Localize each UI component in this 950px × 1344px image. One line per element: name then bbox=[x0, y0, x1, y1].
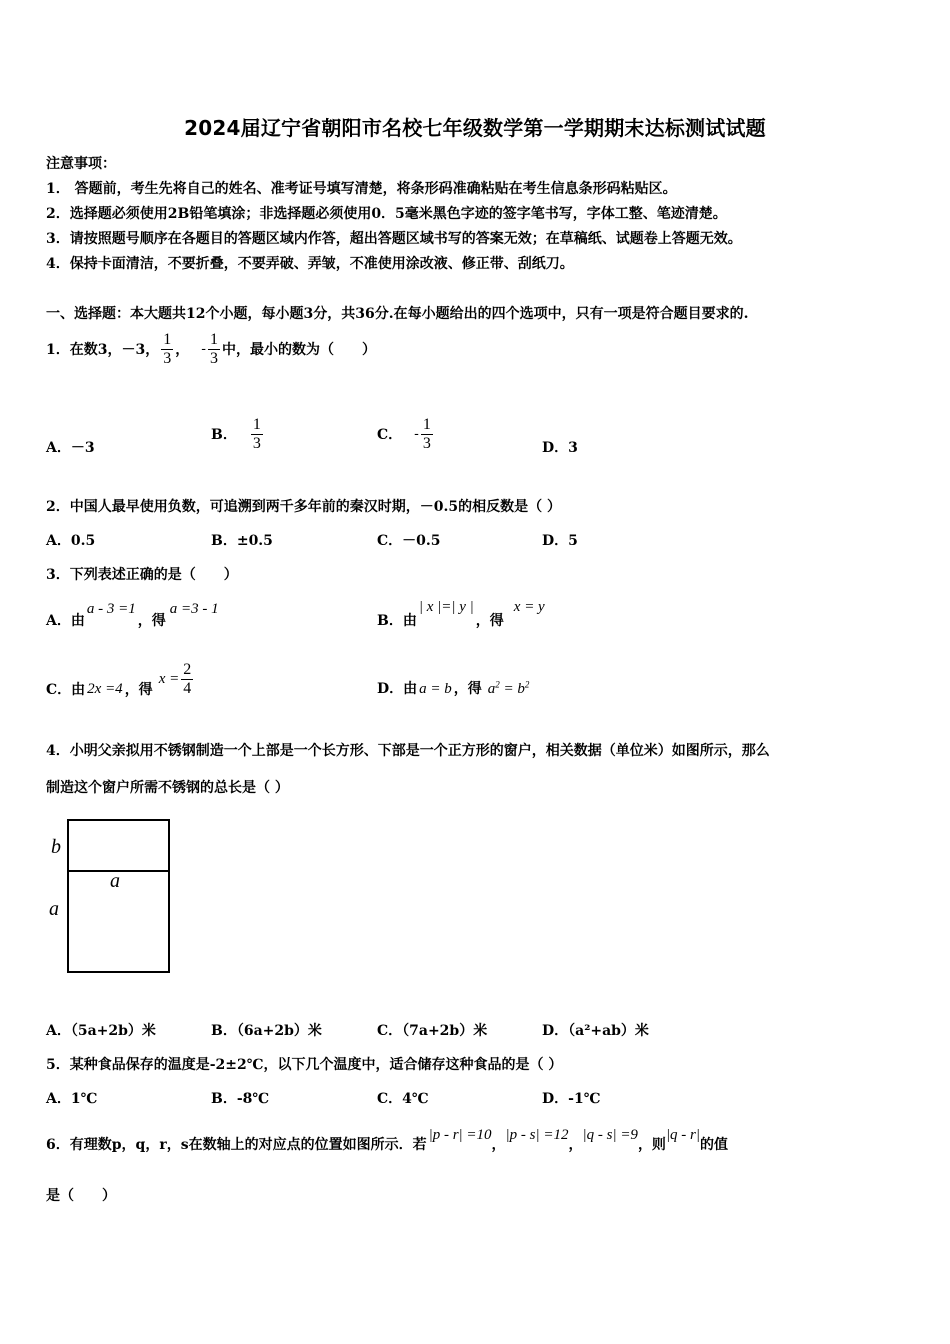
question-6-line2: 是（ ） bbox=[46, 1188, 116, 1204]
q2-option-c: C．－0.5 bbox=[377, 533, 441, 549]
q3-c-math1: 2x =4 bbox=[87, 680, 123, 697]
q3-a-math1: a - 3 =1 bbox=[86, 601, 136, 617]
q1-option-b-fraction bbox=[251, 416, 263, 453]
q6-then: ，则 bbox=[637, 1137, 666, 1153]
question-6-line1 bbox=[46, 1124, 728, 1152]
q3-d-math2b: = b bbox=[499, 681, 525, 697]
q1-suffix: 中，最小的数为（ ） bbox=[221, 342, 376, 358]
q3-b-prefix: B．由 bbox=[377, 613, 417, 629]
q1-b-num: 1 bbox=[252, 415, 261, 433]
figure-label-a-left: a bbox=[49, 898, 59, 920]
q1-frac-den: 3 bbox=[163, 349, 172, 367]
q4-option-a: A．（5a+2b）米 bbox=[46, 1023, 156, 1039]
q1-frac2-num: 1 bbox=[209, 330, 218, 348]
q3-option-a bbox=[46, 596, 219, 629]
q3-a-math2: a =3 - 1 bbox=[169, 601, 219, 617]
q1-b-den: 3 bbox=[252, 434, 261, 452]
q1-option-c-label: C． bbox=[377, 427, 403, 443]
q3-d-sup2: 2 bbox=[524, 679, 530, 690]
q1-fraction-one-third bbox=[161, 331, 173, 368]
q5-option-a: A．1℃ bbox=[46, 1091, 98, 1107]
q3-c-num: 2 bbox=[183, 660, 192, 678]
q3-c-lhs: x = bbox=[158, 670, 180, 687]
question-4-line1: 4．小明父亲拟用不锈钢制造一个上部是一个长方形、下部是一个正方形的窗户，相关数据（单位米）如图所示，那么 bbox=[46, 743, 770, 759]
q1-option-b bbox=[211, 411, 263, 457]
q3-d-prefix: D．由 bbox=[377, 681, 418, 697]
q4-option-d: D．（a²+ab）米 bbox=[542, 1023, 649, 1039]
figure-label-a-top: a bbox=[110, 870, 120, 892]
q1-separator: ， bbox=[175, 342, 190, 358]
q6-comma-2: ， bbox=[568, 1137, 583, 1153]
q3-c-fraction bbox=[181, 661, 193, 698]
q1-option-a: A．－3 bbox=[46, 440, 95, 456]
question-1-stem bbox=[46, 326, 376, 372]
page-title: 2024届辽宁省朝阳市名校七年级数学第一学期期末达标测试试题 bbox=[184, 116, 766, 140]
q3-option-b bbox=[377, 596, 545, 629]
q2-option-d: D．5 bbox=[542, 533, 578, 549]
q1-fraction-neg-one-third bbox=[208, 331, 220, 368]
q4-option-b: B．（6a+2b）米 bbox=[211, 1023, 322, 1039]
q3-c-den: 4 bbox=[183, 679, 192, 697]
question-3-stem: 3．下列表述正确的是（ ） bbox=[46, 567, 238, 583]
q1-prefix: 1．在数3，－3， bbox=[46, 342, 160, 358]
q2-option-a: A．0.5 bbox=[46, 533, 96, 549]
q6-expr-q-s: |q - s| =9 bbox=[582, 1127, 638, 1143]
notes-heading: 注意事项： bbox=[46, 156, 116, 172]
q1-frac2-den: 3 bbox=[209, 349, 218, 367]
q1-option-b-label: B． bbox=[211, 427, 237, 443]
q3-b-math2: x = y bbox=[513, 599, 545, 615]
q1-option-c bbox=[377, 411, 433, 457]
q1-option-c-neg: - bbox=[414, 426, 419, 442]
note-item-2: 2．选择题必须使用2B铅笔填涂；非选择题必须使用0．5毫米黑色字迹的签字笔书写，字体工整、笔迹清楚。 bbox=[46, 206, 727, 222]
q3-c-mid: ，得 bbox=[124, 682, 153, 698]
q5-option-b: B．-8℃ bbox=[211, 1091, 270, 1107]
figure-label-b: b bbox=[51, 836, 61, 858]
q3-b-mid: ，得 bbox=[475, 613, 504, 629]
q1-c-den: 3 bbox=[422, 434, 431, 452]
q6-expr-q-r: |q - r| bbox=[665, 1127, 701, 1143]
q3-option-c bbox=[46, 656, 193, 702]
q6-tail: 的值 bbox=[700, 1137, 729, 1153]
q3-d-mid: ，得 bbox=[453, 681, 482, 697]
q3-d-math2a: a bbox=[487, 681, 496, 697]
window-top-rectangle bbox=[67, 819, 170, 872]
q3-a-prefix: A．由 bbox=[46, 613, 85, 629]
q1-option-c-fraction bbox=[421, 416, 433, 453]
q5-option-d: D．-1℃ bbox=[542, 1091, 601, 1107]
q3-a-mid: ，得 bbox=[137, 613, 166, 629]
q1-c-num: 1 bbox=[422, 415, 431, 433]
note-item-1: 1． 答题前，考生先将自己的姓名、准考证号填写清楚，将条形码准确粘贴在考生信息条形码粘贴区。 bbox=[46, 181, 677, 197]
section-heading: 一、选择题：本大题共12个小题，每小题3分，共36分.在每小题给出的四个选项中，只有一项是符合题目要求的. bbox=[46, 306, 749, 322]
q1-option-d: D．3 bbox=[542, 440, 578, 456]
note-item-3: 3．请按照题号顺序在各题目的答题区域内作答，超出答题区域书写的答案无效；在草稿纸、试题卷上答题无效。 bbox=[46, 231, 742, 247]
question-2-stem: 2．中国人最早使用负数，可追溯到两千多年前的秦汉时期，－0.5的相反数是（ ） bbox=[46, 499, 561, 515]
q3-option-d bbox=[377, 678, 529, 698]
q3-c-prefix: C．由 bbox=[46, 682, 86, 698]
question-5-stem: 5．某种食品保存的温度是-2±2℃，以下几个温度中，适合储存这种食品的是（ ） bbox=[46, 1057, 563, 1073]
question-4-line2: 制造这个窗户所需不锈钢的总长是（ ） bbox=[46, 780, 289, 796]
q6-comma-1: ， bbox=[491, 1137, 506, 1153]
q5-option-c: C．4℃ bbox=[377, 1091, 429, 1107]
q2-option-b: B．±0.5 bbox=[211, 533, 273, 549]
q1-frac-num: 1 bbox=[163, 330, 172, 348]
q6-expr-p-r: |p - r| =10 bbox=[428, 1127, 492, 1143]
q4-option-c: C．（7a+2b）米 bbox=[377, 1023, 488, 1039]
q3-b-math1: | x |=| y | bbox=[418, 599, 474, 615]
q3-d-sup1: 2 bbox=[495, 679, 500, 690]
q6-prefix: 6．有理数p，q，r，s在数轴上的对应点的位置如图所示．若 bbox=[46, 1137, 427, 1153]
q6-expr-p-s: |p - s| =12 bbox=[505, 1127, 569, 1143]
q1-neg-sign: - bbox=[201, 341, 206, 357]
note-item-4: 4．保持卡面清洁，不要折叠，不要弄破、弄皱，不准使用涂改液、修正带、刮纸刀。 bbox=[46, 256, 574, 272]
q3-d-math1: a = b bbox=[419, 681, 452, 697]
